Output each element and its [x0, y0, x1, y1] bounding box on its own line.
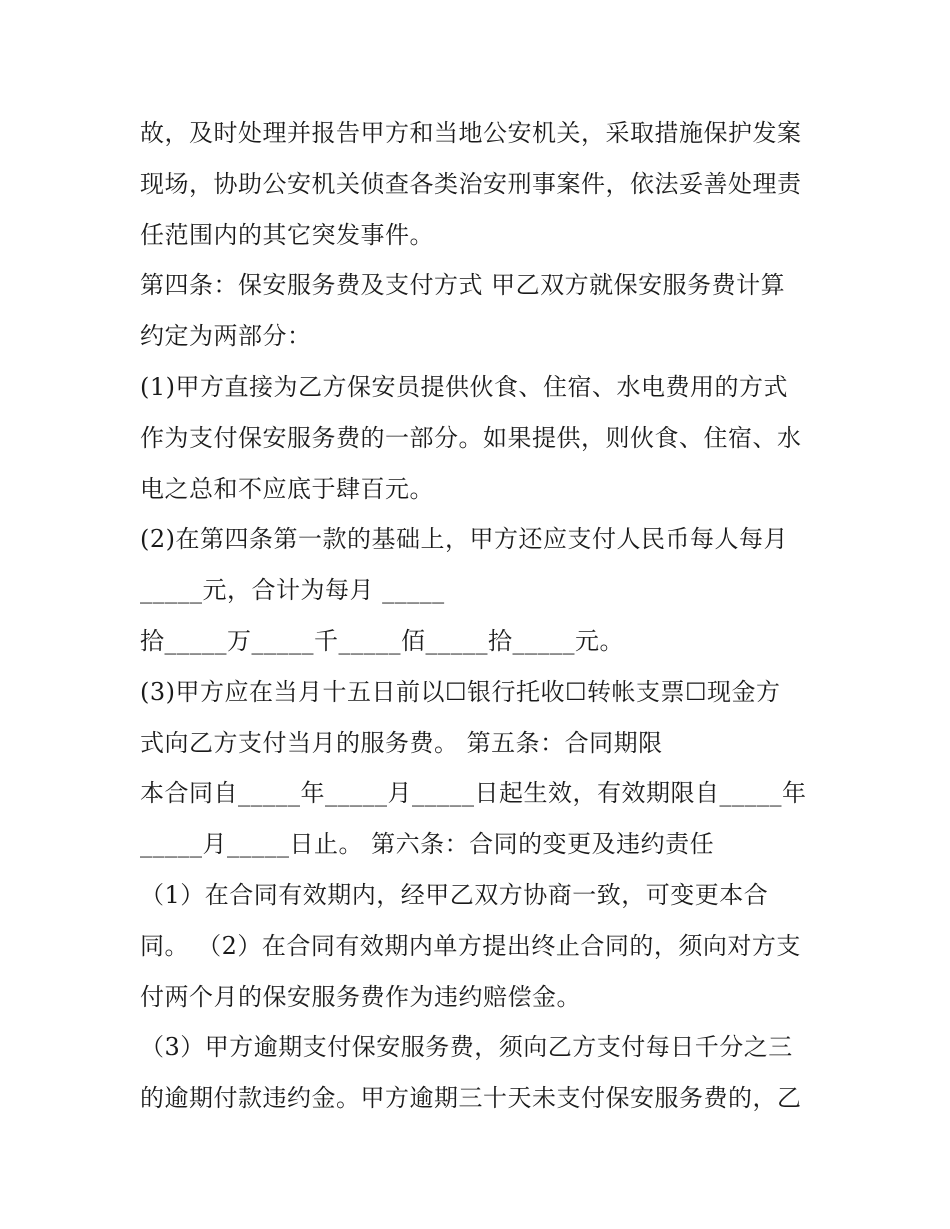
text-line: _____月_____日止。 第六条：合同的变更及违约责任 [140, 830, 715, 859]
text-line: 现场，协助公安机关侦查各类治安刑事案件，依法妥善处理责 [140, 169, 802, 198]
clause-item-1: (1)甲方直接为乙方保安员提供伙食、住宿、水电费用的方式 [140, 372, 788, 401]
section-heading-article-4: 第四条：保安服务费及支付方式 甲乙双方就保安服务费计算 [140, 271, 786, 300]
text-line: 任范围内的其它突发事件。 [140, 220, 434, 249]
text-line: 拾_____万_____千_____佰_____拾_____元。 [140, 626, 624, 655]
clause-item-3: (3)甲方应在当月十五日前以☐银行托收☐转帐支票☐现金方 [140, 677, 781, 706]
contract-body [140, 108, 820, 1124]
text-line: _____元，合计为每月 _____ [140, 576, 445, 605]
text-line: 本合同自_____年_____月_____日起生效，有效期限自_____年 [140, 779, 807, 808]
clause-item-2: (2)在第四条第一款的基础上，甲方还应支付人民币每人每月 [140, 525, 788, 554]
text-line: 式向乙方支付当月的服务费。 第五条：合同期限 [140, 728, 663, 757]
clause-item-6-3: （3）甲方逾期支付保安服务费，须向乙方支付每日千分之三 [140, 1033, 793, 1062]
text-line: 作为支付保安服务费的一部分。如果提供，则伙食、住宿、水 [140, 423, 802, 452]
text-line: 同。 （2）在合同有效期内单方提出终止合同的，须向对方支 [140, 931, 801, 960]
text-line: 故，及时处理并报告甲方和当地公安机关，采取措施保护发案 [140, 119, 802, 147]
text-line: 约定为两部分： [140, 322, 312, 351]
text-line: 的逾期付款违约金。甲方逾期三十天未支付保安服务费的，乙 [140, 1084, 802, 1113]
text-line: 电之总和不应底于肆百元。 [140, 474, 434, 503]
text-line: 付两个月的保安服务费作为违约赔偿金。 [140, 982, 581, 1011]
clause-item-6-1: （1）在合同有效期内，经甲乙双方协商一致，可变更本合 [140, 880, 769, 909]
